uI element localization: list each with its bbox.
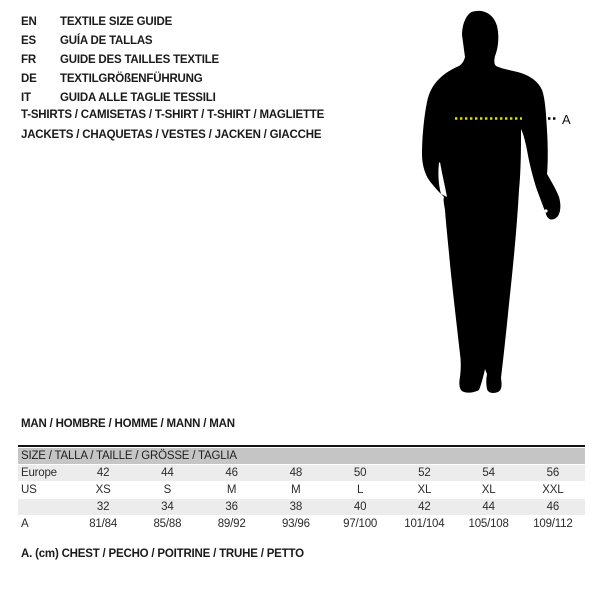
size-cell: 85/88 <box>153 517 182 530</box>
language-title: GUÍA DE TALLAS <box>60 34 153 47</box>
size-cell: XL <box>417 483 432 496</box>
language-code: ES <box>21 34 36 47</box>
man-silhouette <box>395 2 600 400</box>
language-row <box>21 50 219 69</box>
size-cell: 101/104 <box>404 517 445 530</box>
size-cell: S <box>163 483 172 496</box>
size-cell: 36 <box>225 500 238 513</box>
measure-label-a: A <box>562 112 571 127</box>
size-table <box>18 445 585 532</box>
language-row <box>21 69 219 88</box>
row-label: Europe <box>21 466 57 479</box>
language-code: DE <box>21 72 37 85</box>
language-title: GUIDE DES TAILLES TEXTILE <box>60 53 219 66</box>
language-title: GUIDA ALLE TAGLIE TESSILI <box>60 91 216 104</box>
size-cell: 54 <box>482 466 495 479</box>
table-row <box>18 499 585 515</box>
size-table-header: SIZE / TALLA / TAILLE / GRÖSSE / TAGLIA <box>18 448 585 464</box>
language-title: TEXTILE SIZE GUIDE <box>60 15 173 28</box>
size-cell: 89/92 <box>217 517 246 530</box>
man-silhouette-path <box>422 11 560 393</box>
row-label <box>18 499 71 515</box>
size-cell: 52 <box>418 466 431 479</box>
table-row <box>18 482 585 498</box>
size-table-body <box>18 465 585 532</box>
size-cell: M <box>226 483 237 496</box>
size-cell: 48 <box>289 466 303 479</box>
size-cell: 40 <box>353 500 367 513</box>
size-cell: 44 <box>482 500 495 513</box>
row-label: A <box>21 517 29 530</box>
size-cell: XL <box>481 483 496 496</box>
category-line: JACKETS / CHAQUETAS / VESTES / JACKEN / GIACCHE <box>21 128 322 141</box>
size-cell: 105/108 <box>468 517 509 530</box>
size-cell: L <box>357 483 364 496</box>
table-row <box>18 516 585 532</box>
section-title: MAN / HOMBRE / HOMME / MANN / MAN <box>21 418 235 430</box>
measurement-footnote: A. (cm) CHEST / PECHO / POITRINE / TRUHE / PETTO <box>21 548 304 560</box>
size-cell: XXL <box>542 483 564 496</box>
size-cell: 81/84 <box>89 517 118 530</box>
language-code: EN <box>21 15 37 28</box>
size-cell: XS <box>95 483 111 496</box>
size-cell: 93/96 <box>281 517 310 530</box>
size-cell: 109/112 <box>533 517 573 530</box>
size-cell: 50 <box>353 466 367 479</box>
row-label: US <box>21 483 37 496</box>
size-cell: 42 <box>96 466 110 479</box>
table-row <box>18 465 585 481</box>
size-cell: 56 <box>546 466 560 479</box>
category-line: T-SHIRTS / CAMISETAS / T-SHIRT / T-SHIRT / MAGLIETTE <box>21 109 325 121</box>
size-cell: 38 <box>289 500 303 513</box>
language-row <box>21 31 219 50</box>
size-cell: 46 <box>546 500 560 513</box>
size-cell: 97/100 <box>343 517 378 530</box>
language-row <box>21 12 219 31</box>
size-cell: 34 <box>161 500 174 513</box>
category-title-lines <box>21 106 324 145</box>
size-cell: 32 <box>96 500 110 513</box>
size-cell: 42 <box>418 500 431 513</box>
language-code: FR <box>21 53 36 66</box>
language-code: IT <box>21 91 31 104</box>
hand-notch <box>544 209 547 212</box>
language-title: TEXTILGRÖßENFÜHRUNG <box>60 72 203 85</box>
language-row <box>21 88 219 107</box>
size-cell: M <box>291 483 301 496</box>
language-title-list <box>21 12 219 107</box>
size-cell: 46 <box>225 466 238 479</box>
size-cell: 44 <box>161 466 174 479</box>
